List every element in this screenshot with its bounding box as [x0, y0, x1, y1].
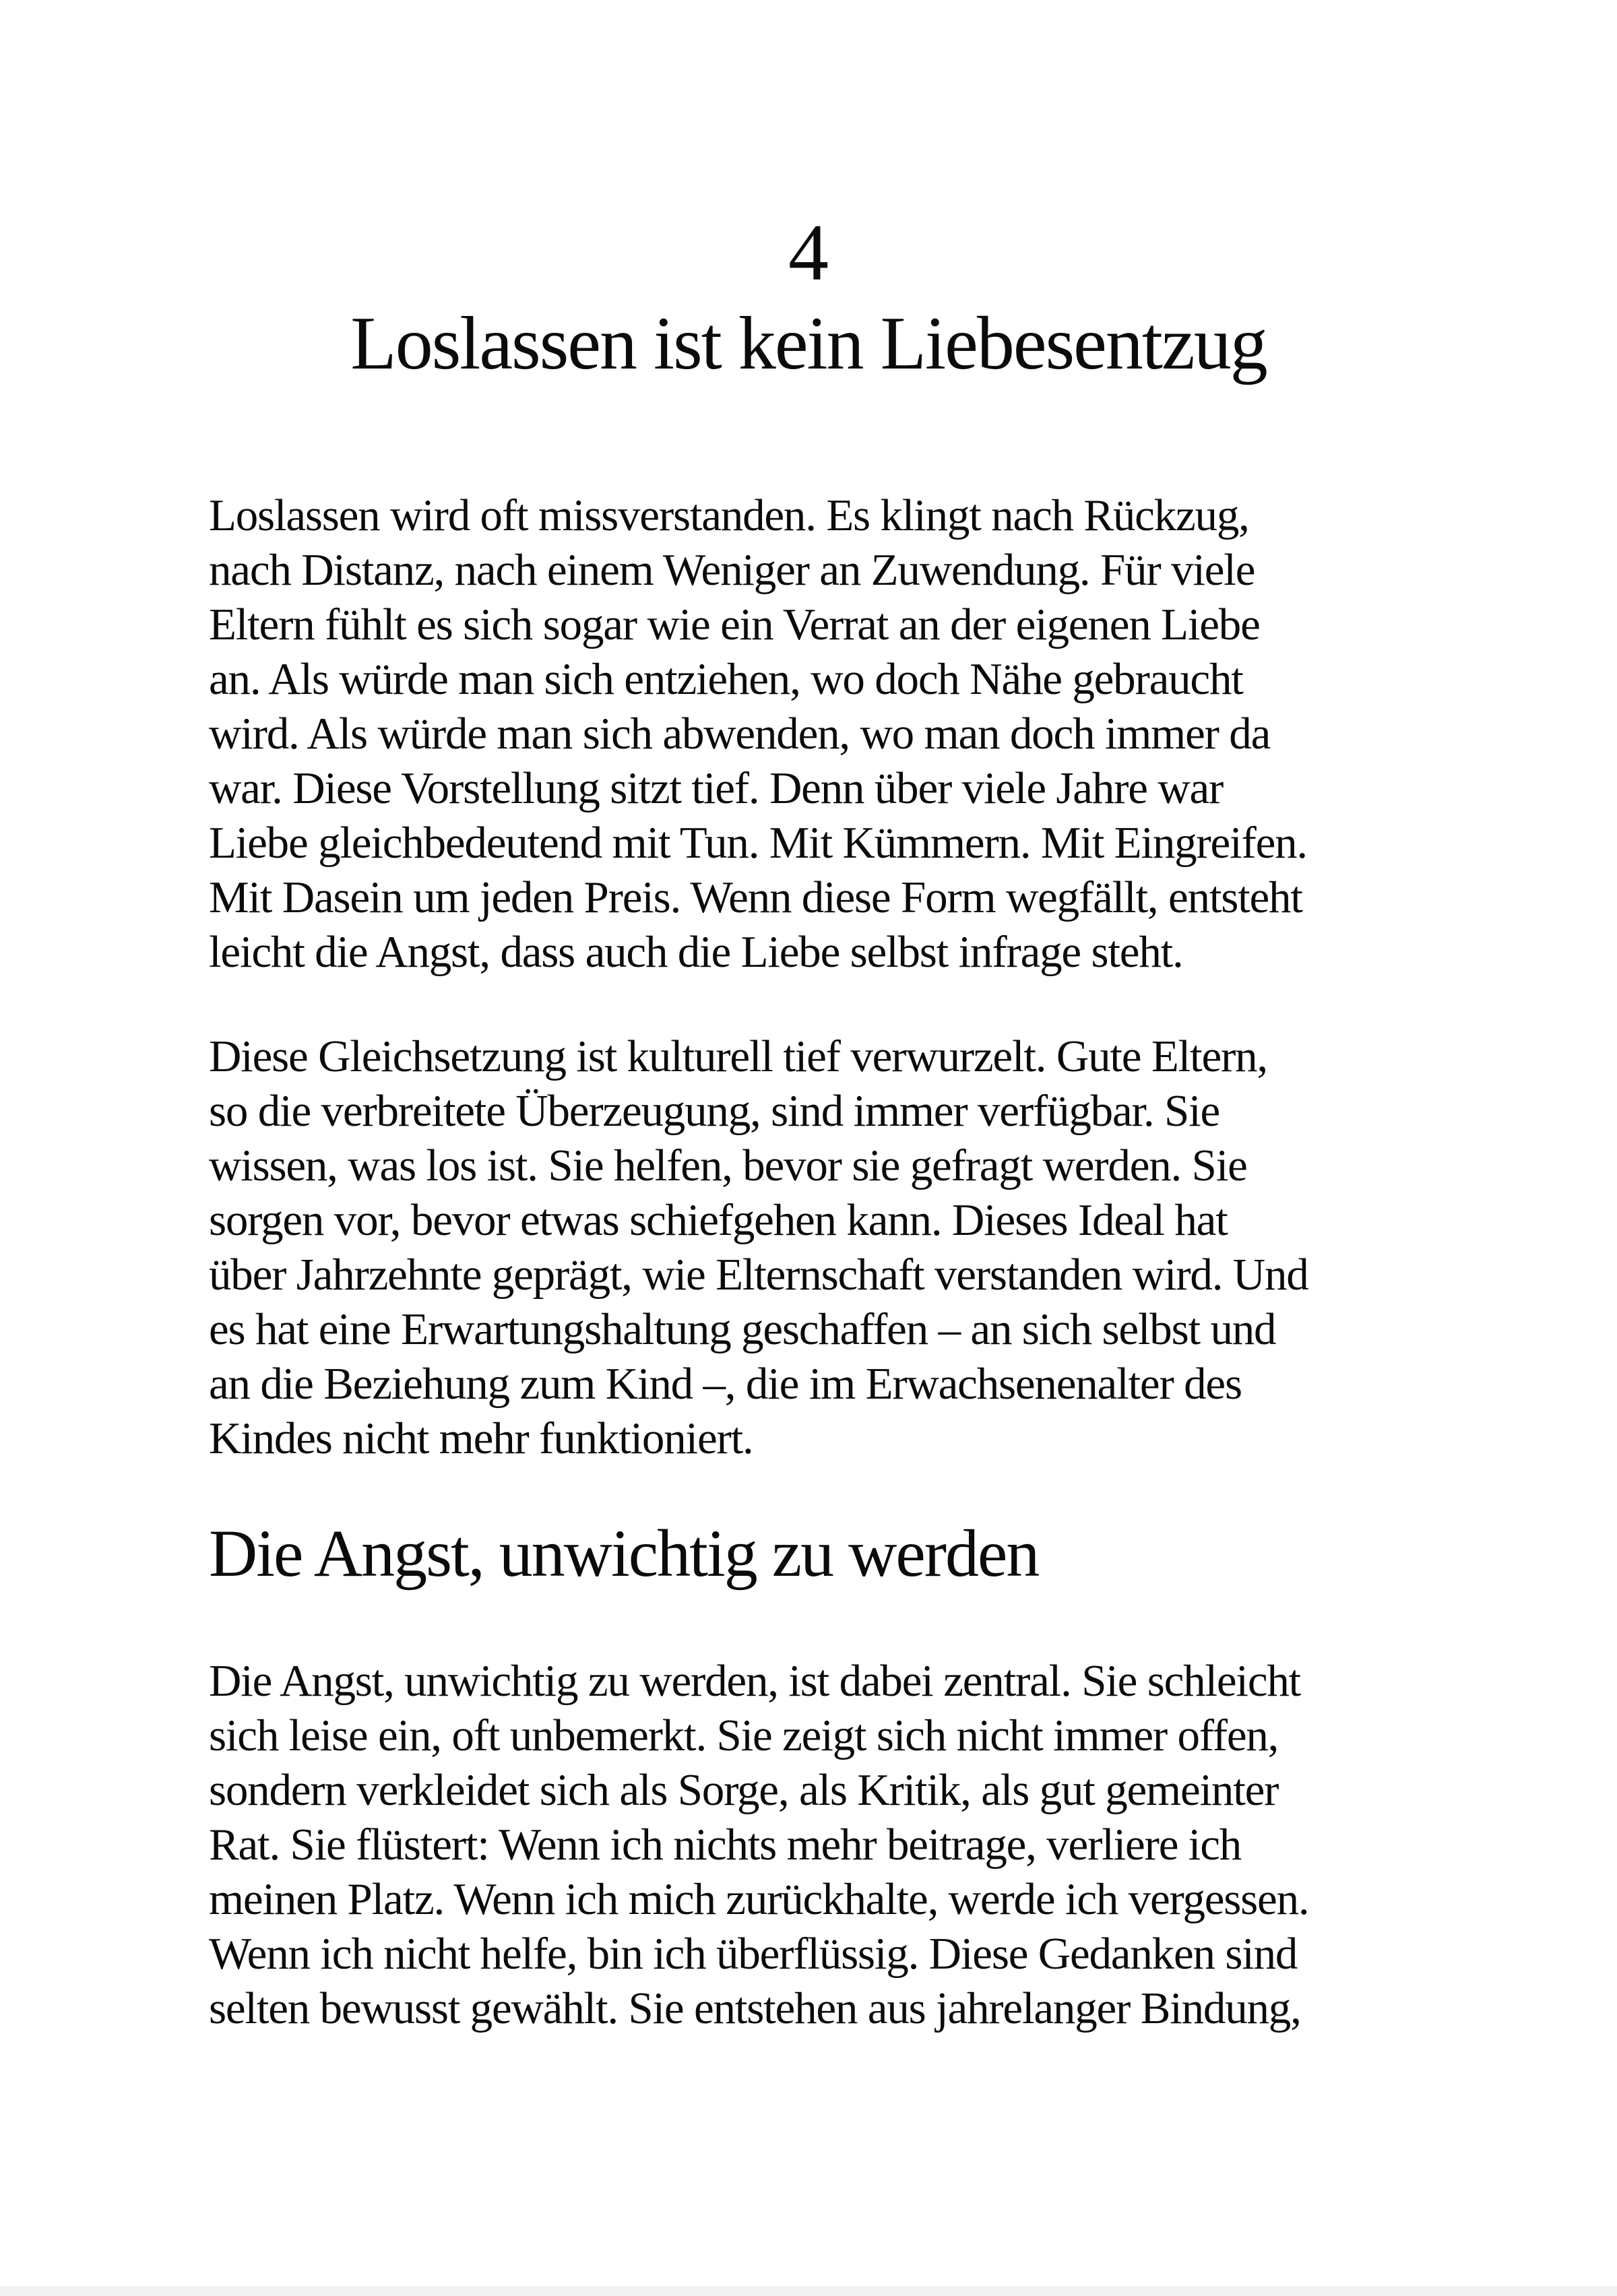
text-line: sondern verkleidet sich als Sorge, als Kritik, als gut gemeinter — [209, 1765, 1279, 1815]
text-line: wissen, was los ist. Sie helfen, bevor sie gefragt werden. Sie — [209, 1141, 1247, 1190]
text-line: sorgen vor, bevor etwas schiefgehen kann. Dieses Ideal hat — [209, 1195, 1228, 1245]
text-line: Kindes nicht mehr funktioniert. — [209, 1413, 753, 1463]
text-line: Eltern fühlt es sich sogar wie ein Verrat an der eigenen Liebe — [209, 600, 1260, 649]
intro-paragraph-1 — [209, 488, 1408, 980]
text-line: Wenn ich nicht helfe, bin ich überflüssig. Diese Gedanken sind — [209, 1929, 1298, 1979]
text-line: wird. Als würde man sich abwenden, wo man doch immer da — [209, 709, 1271, 759]
section-heading: Die Angst, unwichtig zu werden — [209, 1516, 1039, 1591]
text-line: war. Diese Vorstellung sitzt tief. Denn über viele Jahre war — [209, 763, 1224, 813]
text-line: sich leise ein, oft unbemerkt. Sie zeigt sich nicht immer offen, — [209, 1711, 1279, 1760]
text-line: es hat eine Erwartungshaltung geschaffen – an sich selbst und — [209, 1304, 1276, 1354]
chapter-title: Loslassen ist kein Liebesentzug — [350, 302, 1267, 385]
text-line: Mit Dasein um jeden Preis. Wenn diese Form wegfällt, entsteht — [209, 872, 1302, 922]
text-line: nach Distanz, nach einem Weniger an Zuwendung. Für viele — [209, 545, 1255, 595]
text-line: selten bewusst gewählt. Sie entstehen aus jahrelanger Bindung, — [209, 1983, 1301, 2033]
text-line: Diese Gleichsetzung ist kulturell tief verwurzelt. Gute Eltern, — [209, 1031, 1267, 1081]
text-line: Loslassen wird oft missverstanden. Es klingt nach Rückzug, — [209, 490, 1249, 540]
text-line: an die Beziehung zum Kind –, die im Erwachsenenalter des — [209, 1359, 1242, 1409]
text-line: so die verbreitete Überzeugung, sind immer verfügbar. Sie — [209, 1086, 1220, 1136]
text-line: Liebe gleichbedeutend mit Tun. Mit Kümmern. Mit Eingreifen. — [209, 818, 1307, 868]
text-line: Die Angst, unwichtig zu werden, ist dabei zentral. Sie schleicht — [209, 1656, 1301, 1706]
text-line: Rat. Sie flüstert: Wenn ich nichts mehr beitrage, verliere ich — [209, 1820, 1242, 1870]
page-bottom-edge — [0, 2287, 1617, 2296]
section-paragraph-1 — [209, 1654, 1408, 2036]
text-line: meinen Platz. Wenn ich mich zurückhalte, werde ich vergessen. — [209, 1874, 1309, 1924]
text-line: über Jahrzehnte geprägt, wie Elternschaft verstanden wird. Und — [209, 1250, 1308, 1300]
intro-paragraph-2 — [209, 1029, 1408, 1466]
text-line: leicht die Angst, dass auch die Liebe selbst infrage steht. — [209, 927, 1183, 977]
chapter-number: 4 — [788, 208, 829, 297]
text-line: an. Als würde man sich entziehen, wo doch Nähe gebraucht — [209, 654, 1243, 704]
